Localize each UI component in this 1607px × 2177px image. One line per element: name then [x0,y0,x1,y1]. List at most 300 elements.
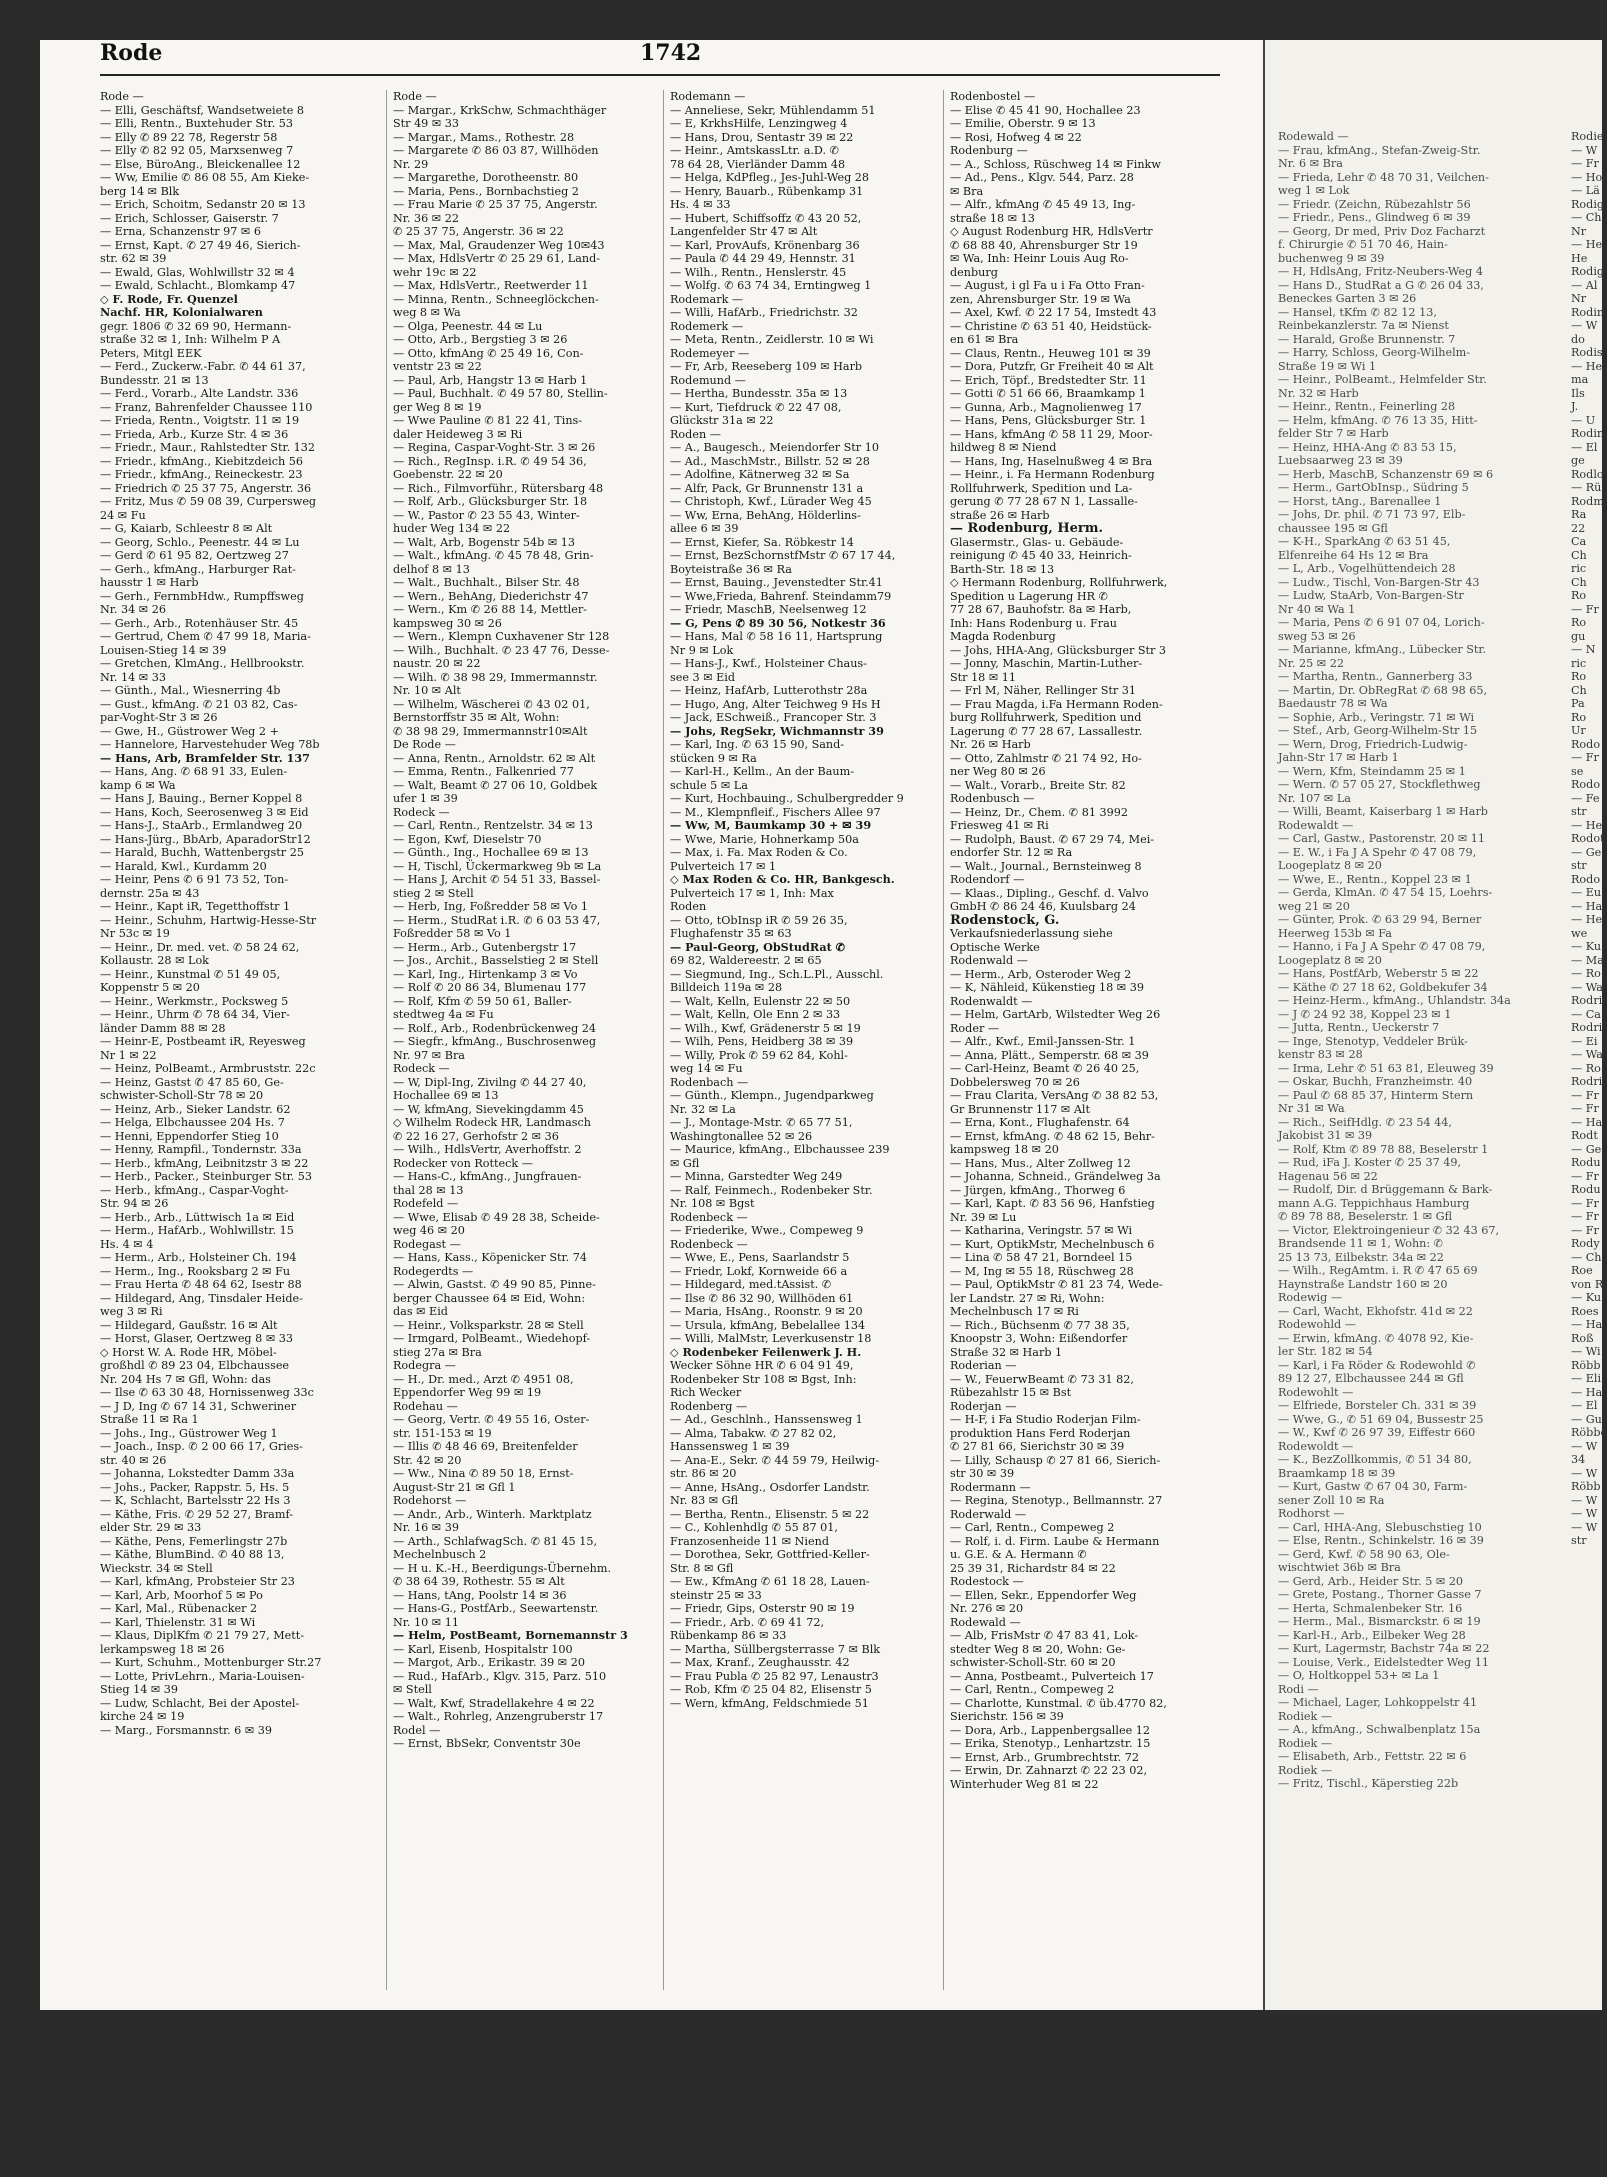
directory-entry: — Wern., Klempn Cuxhavener Str 128 [393,630,610,643]
directory-entry: — Günter, Prok. ✆ 63 29 94, Berner [1278,913,1482,926]
directory-entry: Pulverteich 17 ✉ 1 [670,859,777,873]
directory-entry: naustr. 20 ✉ 22 [393,657,481,670]
directory-entry: — Herm., Arb., Gutenbergstr 17 [393,940,577,954]
directory-entry: — Ad., Pens., Klgv. 544, Parz. 28 [950,171,1134,184]
directory-entry: — Günth., Klempn., Jugendparkweg [670,1089,874,1102]
directory-entry: weg 8 ✉ Wa [393,306,461,319]
directory-entry: — Rudolph, Baust. ✆ 67 29 74, Mei- [950,832,1155,846]
directory-entry: — W [1571,1439,1598,1453]
directory-entry: — Herb, Ing, Foßredder 58 ✉ Vo 1 [393,900,588,913]
directory-entry: — Ha [1571,1318,1603,1331]
directory-entry: — Wern., Km ✆ 26 88 14, Mettler- [393,603,587,616]
directory-entry: — Franz, Bahrenfelder Chaussee 110 [100,400,313,414]
directory-entry: — Ernst, Bauing., Jevenstedter Str.41 [670,576,883,589]
directory-entry: — Wwe,Frieda, Bahrenf. Steindamm79 [670,589,892,603]
directory-entry: — Georg, Dr med, Priv Doz Facharzt [1278,224,1486,238]
directory-entry: — Hans, Ang. ✆ 68 91 33, Eulen- [100,765,288,778]
directory-entry: — M., Klempnfleif., Fischers Allee 97 [670,805,881,819]
directory-entry: thal 28 ✉ 13 [393,1183,464,1197]
directory-entry: str. 40 ✉ 26 [100,1453,167,1467]
directory-entry: — Heinz, PolBeamt., Armbruststr. 22c [100,1062,316,1075]
directory-entry: — Wilhelm, Wäscherei ✆ 43 02 01, [393,697,590,711]
column-divider [663,90,664,1990]
directory-entry: — Katharina, Veringstr. 57 ✉ Wi [950,1224,1133,1237]
directory-entry: — Ww, M, Baumkamp 30 + ✉ 39 [670,818,872,832]
directory-entry: — K-H., SparkAng ✆ 63 51 45, [1278,535,1451,548]
directory-entry: ✆ 38 64 39, Rothestr. 55 ✉ Alt [393,1575,565,1588]
directory-entry: Rodeck — [393,805,450,819]
directory-entry: — Otto, kfmAng ✆ 25 49 16, Con- [393,346,584,360]
directory-entry: — Helm, GartArb, Wilstedter Weg 26 [950,1008,1161,1021]
directory-entry: str. 151-153 ✉ 19 [393,1426,492,1440]
directory-entry: Hs. 4 ✉ 4 [100,1237,154,1251]
directory-entry: ner Weg 80 ✉ 26 [950,765,1046,778]
directory-entry: — Lotte, PrivLehrn., Maria-Louisen- [100,1669,305,1683]
directory-entry: berger Chaussee 64 ✉ Eid, Wohn: [393,1291,586,1305]
directory-entry: Rodenbeker Str 108 ✉ Bgst, Inh: [670,1372,857,1386]
directory-entry: — Wilh. ✆ 38 98 29, Immermannstr. [393,670,598,684]
directory-entry: — He [1571,913,1603,926]
directory-entry: — Henni, Eppendorfer Stieg 10 [100,1129,279,1143]
directory-entry: — Harry, Schloss, Georg-Wilhelm- [1278,346,1471,359]
directory-entry: Röbbe [1571,1426,1607,1439]
directory-entry: — Hans-J., Kwf., Holsteiner Chaus- [670,657,867,670]
directory-entry: — Marg., Forsmannstr. 6 ✉ 39 [100,1723,273,1737]
directory-entry: Rodin [1571,427,1605,440]
directory-entry: — Ernst, kfmAng. ✆ 48 62 15, Behr- [950,1129,1155,1143]
directory-entry: — Horst, tAng., Barenallee 1 [1278,494,1442,508]
directory-entry: — Lä [1571,184,1600,197]
directory-entry: — Hans-G., PostfArb., Seewartenstr. [393,1602,599,1615]
directory-entry: Loogeplatz 8 ✉ 20 [1278,859,1382,872]
directory-entry: — Paula ✆ 44 29 49, Hennstr. 31 [670,252,856,265]
directory-entry: Rodegerdts — [393,1264,474,1278]
directory-entry: — Meta, Rentn., Zeidlerstr. 10 ✉ Wi [670,333,874,346]
directory-entry: — Gerd, Arb., Heider Str. 5 ✉ 20 [1278,1574,1464,1588]
directory-entry: — Helga, KdPfleg., Jes-Juhl-Weg 28 [670,171,870,184]
directory-entry: Koppenstr 5 ✉ 20 [100,981,200,994]
directory-entry: gerung ✆ 77 28 67 N 1, Lassalle- [950,495,1138,508]
directory-entry: — Walt., Vorarb., Breite Str. 82 [950,778,1126,792]
directory-entry: Nr. 108 ✉ Bgst [670,1197,755,1210]
directory-entry: — Olga, Peenestr. 44 ✉ Lu [393,319,543,333]
directory-entry: — Elli, Geschäftsf, Wandsetweiete 8 [100,103,305,117]
directory-entry: ✉ Bra [950,184,984,198]
directory-entry: — Ernst, BezSchornstfMstr ✆ 67 17 44, [670,549,896,562]
directory-entry: — Wa [1571,980,1603,994]
directory-entry: — Alfr., Kwf., Emil-Janssen-Str. 1 [950,1035,1136,1048]
directory-entry: — Heinr., Rentn., Feinerling 28 [1278,400,1456,413]
directory-entry: straße 26 ✉ Harb [950,508,1050,522]
directory-entry: schule 5 ✉ La [670,778,748,792]
directory-entry: — E. W., i Fa J A Spehr ✆ 47 08 79, [1278,845,1477,859]
directory-entry: Straße 19 ✉ Wi 1 [1278,359,1377,373]
directory-entry: en 61 ✉ Bra [950,333,1019,346]
directory-entry: Ra [1571,508,1587,521]
directory-entry: Goebenstr. 22 ✉ 20 [393,468,503,481]
directory-entry: schwister-Scholl-Str. 60 ✉ 20 [950,1656,1116,1669]
directory-entry: — Paul, Buchhalt. ✆ 49 57 80, Stellin- [393,387,608,400]
directory-entry: Nr. 39 ✉ Lu [950,1210,1017,1224]
directory-entry: — Bertha, Rentn., Elisenstr. 5 ✉ 22 [670,1507,870,1521]
directory-entry: — Harald, Kwl., Kurdamm 20 [100,859,267,873]
directory-entry: — Hildegard, med.tAssist. ✆ [670,1278,832,1291]
directory-entry: — Walt, Beamt ✆ 27 06 10, Goldbek [393,778,598,792]
directory-entry: Rodenwald — [950,954,1028,967]
directory-entry: stieg 27a ✉ Bra [393,1345,482,1359]
directory-entry: — M, Ing ✉ 55 18, Rüschweg 28 [950,1264,1134,1278]
directory-entry: Rodemann — [670,90,746,103]
directory-entry: Ro [1571,589,1587,602]
directory-entry: — Wa [1571,1048,1603,1061]
directory-entry: Str. 8 ✉ Gfl [670,1561,734,1575]
directory-entry: — Ku [1571,1291,1602,1304]
directory-entry: Flughafenstr 35 ✉ 63 [670,927,792,940]
directory-entry: — Otto, Arb., Bergstieg 3 ✉ 26 [393,333,568,346]
directory-entry: Rübenkamp 86 ✉ 33 [670,1629,787,1642]
directory-entry: He [1571,251,1588,265]
directory-entry: ✆ 89 78 88, Beselerstr. 1 ✉ Gfl [1278,1210,1453,1223]
directory-entry: Roderwald — [950,1507,1027,1521]
directory-entry: Rodenbach — [670,1075,749,1089]
directory-entry: — Walt., Journal., Bernsteinweg 8 [950,859,1142,873]
directory-entry: — Gu [1571,1412,1602,1426]
directory-entry: — Friedr., Arb. ✆ 69 41 72, [670,1615,825,1629]
directory-entry: — Friedr., kfmAng., Kiebitzdeich 56 [100,454,303,468]
directory-entry: — Lilly, Schausp ✆ 27 81 66, Sierich- [950,1453,1161,1467]
directory-entry: Rodewaldt — [1278,818,1354,832]
directory-entry: — Kurt, Lagermstr, Bachstr 74a ✉ 22 [1278,1642,1490,1655]
directory-entry: — Margar., KrkSchw, Schmachthäger [393,103,607,117]
directory-entry: — Johanna, Lokstedter Damm 33a [100,1467,295,1480]
directory-entry: Beneckes Garten 3 ✉ 26 [1278,292,1417,305]
directory-entry: — Rolf, i. d. Firm. Laube & Hermann [950,1534,1160,1548]
directory-entry: — Erich, Töpf., Bredstedter Str. 11 [950,373,1147,387]
directory-entry: 25 13 73, Eilbekstr. 34a ✉ 22 [1278,1250,1444,1264]
directory-entry: weg 1 ✉ Lok [1278,184,1350,197]
directory-entry: — Elly ✆ 89 22 78, Regerstr 58 [100,130,278,144]
directory-entry: — Ha [1571,1385,1603,1399]
directory-entry: — He [1571,818,1603,832]
directory-entry: — G, Pens ✆ 89 30 56, Notkestr 36 [670,615,886,630]
directory-entry: — Charlotte, Kunstmal. ✆ üb.4770 82, [950,1696,1167,1710]
directory-entry: — Wern, Drog, Friedrich-Ludwig- [1278,737,1468,751]
directory-entry: — Regina, Stenotyp., Bellmannstr. 27 [950,1494,1163,1507]
directory-entry: — Karl-H., Kellm., An der Baum- [670,765,855,778]
directory-entry: Nr. 10 ✉ 11 [393,1615,459,1629]
directory-entry: — Frl M, Näher, Rellinger Str 31 [950,684,1137,697]
directory-entry: — Frau, kfmAng., Stefan-Zweig-Str. [1278,143,1481,157]
directory-entry: Washingtonallee 52 ✉ 26 [670,1129,813,1143]
directory-entry: ◇ Horst W. A. Rode HR, Möbel- [100,1345,277,1359]
directory-entry: — El [1571,440,1598,454]
directory-entry: — Fr [1571,1169,1599,1183]
directory-entry: Ro [1571,710,1587,724]
directory-entry: str 30 ✉ 39 [950,1467,1015,1480]
directory-entry: — Wern, Kfm, Steindamm 25 ✉ 1 [1278,764,1466,778]
directory-entry: Rodie [1571,130,1604,143]
directory-entry: — Horst, Glaser, Oertzweg 8 ✉ 33 [100,1332,293,1345]
directory-entry: Hs. 4 ✉ 33 [670,198,731,211]
directory-entry: — Herm., Mal., Bismarckstr. 6 ✉ 19 [1278,1615,1481,1628]
directory-entry: Stieg 14 ✉ 39 [100,1683,179,1696]
directory-entry: — Herb., kfmAng, Leibnitzstr 3 ✉ 22 [100,1156,309,1170]
directory-entry: endorfer Str. 12 ✉ Ra [950,846,1073,859]
directory-entry: — Ww., Nina ✆ 89 50 18, Ernst- [393,1467,574,1480]
directory-entry: ma [1571,373,1589,386]
directory-entry: — Minna, Garstedter Weg 249 [670,1170,843,1183]
directory-entry: — Heinz, Gastst ✆ 47 85 60, Ge- [100,1075,284,1089]
directory-entry: — Henny, Rampfil., Tondernstr. 33a [100,1143,302,1156]
directory-entry: Franzosenheide 11 ✉ Niend [670,1534,830,1548]
directory-entry: str [1571,1534,1587,1547]
header-rule [100,74,1220,76]
directory-entry: — W [1571,1493,1598,1507]
directory-entry: Rodot [1571,832,1605,845]
directory-entry: felder Str 7 ✉ Harb [1278,427,1389,440]
directory-entry: Heerweg 153b ✉ Fa [1278,926,1392,940]
directory-entry: — Eu [1571,886,1602,899]
directory-entry: — L, Arb., Vogelhüttendeich 28 [1278,562,1456,575]
directory-entry: — Hans, Koch, Seerosenweg 3 ✉ Eid [100,805,309,819]
directory-entry: — Friedr., kfmAng., Reineckestr. 23 [100,468,303,481]
directory-entry: — Arth., SchlafwagSch. ✆ 81 45 15, [393,1534,598,1548]
directory-entry: — Wern., BehAng, Diederichstr 47 [393,589,589,603]
directory-entry: Rodenbeck — [670,1210,748,1224]
directory-entry: Jahn-Str 17 ✉ Harb 1 [1278,751,1399,764]
directory-entry: — W [1571,1507,1598,1520]
directory-entry: — Gust., kfmAng. ✆ 21 03 82, Cas- [100,697,298,711]
directory-entry: — Ilse ✆ 63 30 48, Hornissenweg 33c [100,1386,314,1399]
directory-entry: — Herm., Arb., Holsteiner Ch. 194 [100,1251,297,1264]
directory-entry: — Paul, OptikMstr ✆ 81 23 74, Wede- [950,1278,1163,1291]
directory-entry: straße 32 ✉ 1, Inh: Wilhelm P A [100,333,281,346]
directory-entry: — Hugo, Ang, Alter Teichweg 9 Hs H [670,697,881,711]
directory-entry: — Ferd., Vorarb., Alte Landstr. 336 [100,387,299,400]
directory-entry: — Harald, Buchh, Wattenbergstr 25 [100,846,304,859]
directory-entry: — Karl, Thielenstr. 31 ✉ Wi [100,1615,256,1629]
directory-entry: länder Damm 88 ✉ 28 [100,1021,226,1035]
directory-entry: — Willi, MalMstr, Leverkusenstr 18 [670,1332,872,1345]
directory-entry: — Heinr., AmtskassLtr. a.D. ✆ [670,144,839,157]
directory-entry: — Alfr, Pack, Gr Brunnenstr 131 a [670,481,864,495]
directory-entry: Rodenbeck — [670,1237,748,1251]
directory-entry: — Eli [1571,1372,1602,1385]
directory-entry: Roe [1571,1264,1593,1277]
directory-entry: — Frieda, Lehr ✆ 48 70 31, Veilchen- [1278,170,1489,184]
directory-entry: Bernstorffstr 35 ✉ Alt, Wohn: [393,711,560,724]
directory-entry: — Johs., Packer, Rappstr. 5, Hs. 5 [100,1480,290,1494]
directory-entry: Röbb [1571,1358,1601,1372]
directory-entry: — He [1571,238,1603,251]
directory-entry: — Willi, HafArb., Friedrichstr. 32 [670,306,858,319]
directory-entry: Ch [1571,548,1587,562]
directory-entry: ventstr 23 ✉ 22 [393,360,482,373]
directory-entry: Wieckstr. 34 ✉ Stell [100,1561,213,1575]
directory-entry: hausstr 1 ✉ Harb [100,576,199,589]
directory-entry: — Willy, Prok ✆ 59 62 84, Kohl- [670,1048,848,1062]
column-1 [100,90,365,1737]
directory-entry: — Herb, MaschB, Schanzenstr 69 ✉ 6 [1278,467,1494,481]
directory-entry: — Fr [1571,1210,1599,1223]
directory-entry: daler Heideweg 3 ✉ Ri [393,427,523,441]
directory-entry: — Heinz, HafArb, Lutterothstr 28a [670,684,868,697]
directory-entry: — Jutta, Rentn., Ueckerstr 7 [1278,1021,1440,1034]
directory-entry: Rodefeld — [393,1197,459,1210]
directory-entry: Sierichstr. 156 ✉ 39 [950,1710,1064,1723]
directory-entry: — Heinr., Uhrm ✆ 78 64 34, Vier- [100,1008,290,1021]
directory-entry: — Frau Magda, i.Fa Hermann Roden- [950,697,1163,711]
directory-entry: Röbb [1571,1480,1601,1493]
directory-entry: — Ernst, Arb., Grumbrechtstr. 72 [950,1750,1139,1764]
directory-entry: — Heinr., Dr. med. vet. ✆ 58 24 62, [100,940,300,954]
directory-entry: ✆ 68 88 40, Ahrensburger Str 19 [950,238,1138,252]
directory-entry: weg 21 ✉ 20 [1278,899,1350,913]
directory-entry: — H., Dr. med., Arzt ✆ 4951 08, [393,1372,574,1386]
directory-entry: — Gerda, KlmAn. ✆ 47 54 15, Loehrs- [1278,886,1493,899]
directory-entry: see 3 ✉ Eid [670,670,736,684]
directory-entry: Wecker Söhne HR ✆ 6 04 91 49, [670,1359,854,1372]
directory-entry: stieg 2 ✉ Stell [393,886,474,900]
directory-entry: str. 86 ✉ 20 [670,1467,737,1480]
directory-entry: — Ew., KfmAng ✆ 61 18 28, Lauen- [670,1575,870,1588]
directory-entry: burg Rollfuhrwerk, Spedition und [950,711,1142,724]
directory-entry: — Fritz, Tischl., Käperstieg 22b [1278,1777,1459,1790]
directory-entry: — Elise ✆ 45 41 90, Hochallee 23 [950,103,1141,117]
directory-entry: — Jürgen, kfmAng., Thorweg 6 [950,1183,1126,1197]
directory-entry: — Rich., Büchsenm ✆ 77 38 35, [950,1318,1130,1332]
directory-entry: — Erna, Kont., Flughafenstr. 64 [950,1116,1130,1129]
directory-entry: — Hans-C., kfmAng., Jungfrauen- [393,1170,582,1183]
directory-entry: Rodiek — [1278,1709,1333,1723]
directory-entry: — Ca [1571,1007,1601,1021]
directory-entry: kamp 6 ✉ Wa [100,778,176,792]
directory-entry: Louisen-Stieg 14 ✉ 39 [100,643,227,657]
directory-entry: Glückstr 31a ✉ 22 [670,414,774,427]
column-4 [950,90,1215,1791]
directory-entry: — Hildegard, Gaußstr. 16 ✉ Alt [100,1318,278,1332]
directory-entry: 69 82, Waldereestr. 2 ✉ 65 [670,954,822,967]
directory-entry: — Maria, Pens ✆ 6 91 07 04, Lorich- [1278,616,1485,629]
directory-entry: — August, i gl Fa u i Fa Otto Fran- [950,279,1145,292]
directory-entry: — Ludw, Schlacht, Bei der Apostel- [100,1696,300,1710]
page-header [100,40,1250,80]
directory-entry: — Wilh., Buchhalt. ✆ 23 47 76, Desse- [393,643,610,657]
directory-entry: — Ferd., Zuckerw.-Fabr. ✆ 44 61 37, [100,360,306,373]
directory-entry: — Karl, Mal., Rübenacker 2 [100,1602,258,1615]
directory-entry: Rode — [393,90,437,103]
directory-entry: — Hans, tAng, Poolstr 14 ✉ 36 [393,1588,567,1602]
directory-entry: ◇ Hermann Rodenburg, Rollfuhrwerk, [950,576,1168,589]
directory-entry: — Oskar, Buchh, Franzheimstr. 40 [1278,1075,1473,1088]
directory-entry: Nr. 29 [393,157,429,171]
directory-entry: — W., Pastor ✆ 23 55 43, Winter- [393,508,580,522]
directory-entry: — Erika, Stenotyp., Lenhartzstr. 15 [950,1737,1151,1750]
directory-entry: — Kurt, Gastw ✆ 67 04 30, Farm- [1278,1480,1468,1493]
directory-entry: — Gerd, Kwf. ✆ 58 90 63, Ole- [1278,1547,1450,1561]
directory-entry: Peters, Mitgl EEK [100,346,202,360]
directory-entry: Nr. 83 ✉ Gfl [670,1494,739,1507]
directory-entry: gu [1571,629,1586,643]
directory-entry: — Fr [1571,751,1599,764]
page-running-head: Rode [100,40,163,66]
directory-entry: — H u. K.-H., Beerdigungs-Übernehm. [393,1561,612,1575]
directory-entry: — Anna, Postbeamt., Pulverteich 17 [950,1669,1154,1683]
directory-entry: — Hans, kfmAng ✆ 58 11 29, Moor- [950,427,1153,441]
directory-entry: — Gwe, H., Güstrower Weg 2 + [100,724,279,738]
directory-entry: 89 12 27, Elbchaussee 244 ✉ Gfl [1278,1372,1464,1385]
directory-entry: Rodu [1571,1156,1601,1169]
directory-entry: — Gretchen, KlmAng., Hellbrookstr. [100,657,305,670]
directory-entry: — Carl, Rentn., Compeweg 2 [950,1683,1115,1696]
directory-entry: buchenweg 9 ✉ 39 [1278,251,1385,265]
directory-entry: Rody [1571,1237,1600,1250]
directory-entry: — Ad., MaschMstr., Billstr. 52 ✉ 28 [670,454,870,468]
directory-entry: Rodenbostel — [950,90,1036,103]
directory-entry: — Karl, i Fa Röder & Rodewohld ✆ [1278,1358,1476,1372]
directory-entry: Rodel — [393,1723,441,1737]
directory-entry: 22 [1571,521,1586,535]
directory-entry: ✉ Stell [393,1683,432,1696]
directory-entry: Nr 53c ✉ 19 [100,927,170,940]
directory-entry: — Martha, Rentn., Gannerberg 33 [1278,670,1473,683]
directory-entry: — Hertha, Bundesstr. 35a ✉ 13 [670,387,848,400]
directory-entry: — Karl, Ing., Hirtenkamp 3 ✉ Vo [393,967,578,981]
directory-entry: — Fr [1571,1196,1599,1210]
directory-entry: — Klaas., Dipling., Geschf. d. Valvo [950,886,1149,900]
directory-entry: Rodig [1571,265,1605,278]
directory-entry: — U [1571,413,1596,427]
directory-entry: — Ernst, Kapt. ✆ 27 49 46, Sierich- [100,238,301,252]
directory-entry: — Carl, Wacht, Ekhofstr. 41d ✉ 22 [1278,1304,1473,1318]
directory-entry: — Wilh., RegAmtm. i. R ✆ 47 65 69 [1278,1264,1478,1277]
directory-entry: — Wilh, Pens, Heidberg 38 ✉ 39 [670,1035,854,1048]
directory-entry: — A., Schloss, Rüschweg 14 ✉ Finkw [950,157,1161,171]
directory-entry: Ro [1571,670,1587,683]
directory-entry: — Georg, Vertr. ✆ 49 55 16, Oster- [393,1413,590,1426]
directory-entry: Rollfuhrwerk, Spedition und La- [950,481,1133,495]
directory-entry: — Christine ✆ 63 51 40, Heidstück- [950,319,1152,333]
directory-entry: — Helga, Elbchaussee 204 Hs. 7 [100,1116,285,1129]
directory-entry: — Ewald, Glas, Wohlwillstr 32 ✉ 4 [100,265,295,279]
directory-entry: — Ma [1571,953,1604,967]
directory-entry: — Fe [1571,791,1600,805]
directory-entry: — Kurt, Hochbauing., Schulbergredder 9 [670,792,904,805]
directory-entry: Baedaustr 78 ✉ Wa [1278,697,1388,710]
directory-entry: Elfenreihe 64 Hs 12 ✉ Bra [1278,548,1429,562]
directory-entry: Rodenbusch — [950,792,1035,805]
directory-entry: lerkampsweg 18 ✉ 26 [100,1642,225,1656]
directory-entry: — Friederike, Wwe., Compeweg 9 [670,1224,864,1237]
directory-entry: — Fr [1571,157,1599,170]
directory-entry: — Walt, Arb, Bogenstr 54b ✉ 13 [393,535,576,549]
directory-entry: — Ellen, Sekr., Eppendorfer Weg [950,1588,1137,1602]
directory-entry: — Willi, Beamt, Kaiserbarg 1 ✉ Harb [1278,805,1488,818]
directory-entry: — Erich, Schoitm, Sedanstr 20 ✉ 13 [100,198,306,211]
directory-entry: Str. 42 ✉ 20 [393,1453,462,1467]
directory-entry: Nr. 10 ✉ Alt [393,684,461,697]
directory-entry: Dobbelersweg 70 ✉ 26 [950,1075,1080,1089]
directory-entry: — Fr [1571,1223,1599,1237]
directory-entry: — W [1571,319,1598,332]
directory-entry: — Karl, Kapt. ✆ 83 56 96, Hanfstieg [950,1197,1155,1210]
directory-entry: Nr [1571,292,1587,305]
directory-entry: — Elisabeth, Arb., Fettstr. 22 ✉ 6 [1278,1750,1467,1763]
directory-entry: — Hanno, i Fa J A Spehr ✆ 47 08 79, [1278,940,1486,953]
directory-entry: Nr 40 ✉ Wa 1 [1278,602,1356,616]
directory-entry: das ✉ Eid [393,1305,448,1318]
directory-entry: Ch [1571,683,1587,697]
